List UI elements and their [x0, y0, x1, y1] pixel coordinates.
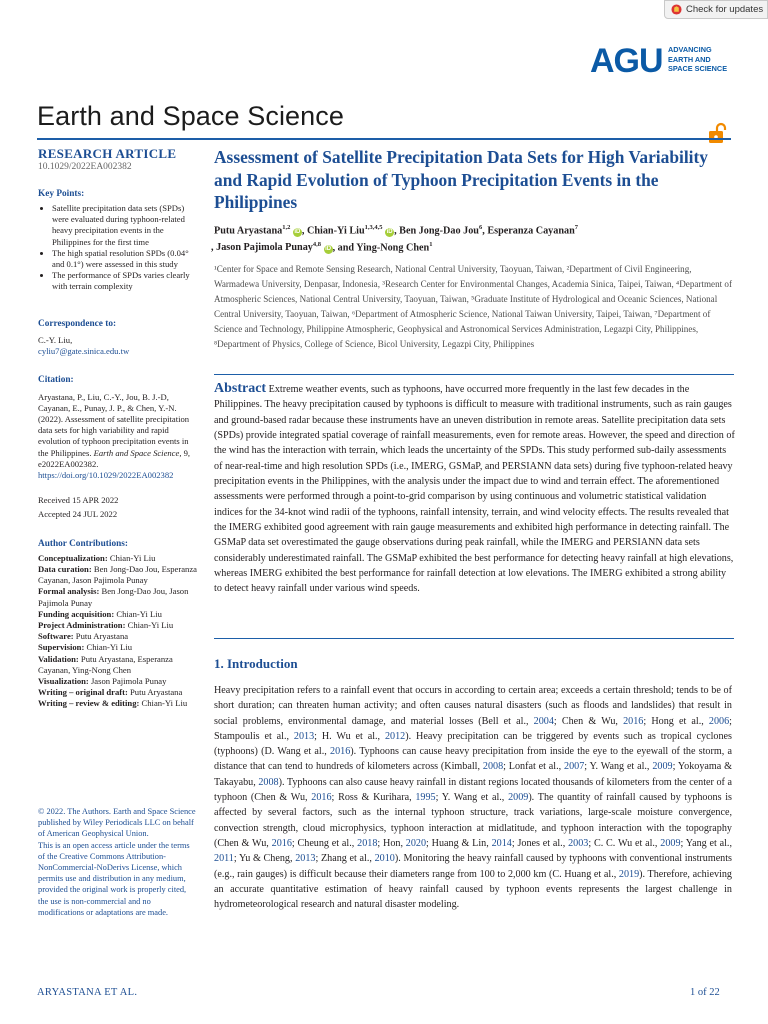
key-point: • The performance of SPDs varies clearly with terrain complexity — [52, 270, 198, 292]
footer-authors: ARYASTANA ET AL. — [37, 987, 138, 998]
paragraph-text: ). The quantity of rainfall caused by typhoons is affected by several factors, such as the internal typhoon structure, track variations, large-scale moisture convergence, convection strength, cloud microphysics, typhoon interaction at midlatitude, and typhoon interaction with the topography (Chen & Wu, — [214, 792, 732, 849]
abstract-text: Extreme weather events, such as typhoons, have occurred more frequently in the last few decades in the Philippines. The heavy precipitation caused by typhoons is difficult to measure with traditional instruments, such as rain gauges and ground-based radar because these instruments have an uneven distribution in remote areas. Satellite precipitation data sets (SPDs) provide integrated spatial coverage of rainfall measurements, even for remote areas. However, the speed and direction of the wind has the interaction with terrain, which leads the uncertainty of the SPDs. This study performed sub-daily assessments of near-real-time and high resolution SPDs (i.e., IMERG, GSMaP, and PERSIANN data sets) during five typhoon-related heavy precipitation events in the Philippines, with the analysis under the impact due to wind and terrain effect. The aforementioned assessments were performed through a point-to-grid comparison by using continuous and volumetric statistical validation indices for the 34-knot wind radii of the typhoons, rainfall intensity, terrain, and wind velocity effects. The results revealed that the IMERG exhibited good agreement with rain gauge measurements and exhibited high performance in detecting rainfall. The GSMaP data set overestimated the gauge observations during peak rainfall, while the IMERG and PERSIANN data sets considerably underestimated rainfall. The GSMaP exhibited the best performance for detecting heavy rainfall at high elevations, whereas IMERG exhibited the best performance for rainfall detection at low elevations. The IMERG exhibited a strong ability to detect heavy rainfall under various wind speeds. — [214, 384, 735, 595]
citation-year-link[interactable]: 2009 — [508, 792, 529, 804]
received-date: Received 15 APR 2022 — [38, 495, 119, 506]
key-point: • Satellite precipitation data sets (SPDs) were evaluated during typhoon-related heavy precipitation events in the Philippines for the first time — [52, 203, 198, 248]
correspondence-email[interactable]: cyliu7@gate.sinica.edu.tw — [38, 346, 130, 357]
citation-year-link[interactable]: 2016 — [330, 746, 351, 758]
abstract-top-rule — [214, 374, 734, 375]
orcid-icon[interactable]: iD — [325, 245, 332, 252]
accepted-date: Accepted 24 JUL 2022 — [38, 509, 118, 520]
doi[interactable]: 10.1029/2022EA002382 — [38, 162, 132, 173]
paragraph-text: ; Yu & Cheng, — [233, 853, 296, 865]
key-points-heading: Key Points: — [38, 188, 85, 199]
correspondence-heading: Correspondence to: — [38, 318, 117, 329]
citation-year-link[interactable]: 2006 — [708, 715, 730, 727]
paragraph-text: ). Typhoons can also cause heavy rainfall in distant regions located thousands of kilometers from the center of a typhoon (Chen & Wu, — [214, 776, 733, 804]
contribution-row: Project Administration: Chian-Yi Liu — [38, 620, 174, 631]
citation-text: Aryastana, P., Liu, C.-Y., Jou, B. J.-D, Cayanan, E., Punay, J. P., & Chen, Y.-N. (2022). Assessment of satellite precipitation data sets for high variability and rapid evolution of typhoon precipitation events in the Philippines. — [38, 391, 190, 458]
key-point: • The high spatial resolution SPDs (0.04° and 0.1°) were assessed in this study — [52, 248, 198, 270]
citation-year-link[interactable]: 2007 — [564, 761, 585, 773]
paragraph-text: ; Yokoyama & Takayabu, — [214, 761, 732, 788]
copyright-text: © 2022. The Authors. Earth and Space Science published by Wiley Periodicals LLC on behalf of American Geophysical Union. — [38, 807, 196, 839]
author-contributions — [38, 553, 198, 710]
paragraph-text: ; Hon, — [377, 837, 406, 849]
author-list: Putu Aryastana$^{1,2}$ iD , Chian-Yi Liu$^{1,3,4,5}$ iD , Ben Jong-Dao Jou$^6$, Esperanza Cayanan$^7$ , Jason Pajimola Punay$^{4,8}$ iD , and Ying-Nong Chen$^1$ — [211, 224, 579, 253]
citation-year-link[interactable]: 2012 — [384, 730, 406, 742]
article-title: Assessment of Satellite Precipitation Data Sets for High Variability and Rapid Evolution of Typhoon Precipitation Events in the Philippines — [214, 147, 708, 212]
paragraph-text: ). Typhoons can cause heavy precipitation from inside the eye to the eyewall of the storm, a distance that can tend to hundreds of kilometers across (Kimball, — [214, 746, 732, 773]
citation-year-link[interactable]: 2016 — [623, 715, 644, 727]
agu-logo — [590, 42, 740, 80]
paragraph-text: ). Heavy precipitation can be triggered by events such as tropical cyclones (typhoons) (D. Wang et al., — [214, 730, 732, 758]
journal-title: Earth and Space Science — [37, 101, 344, 131]
citation-year-link[interactable]: 2013 — [295, 853, 316, 865]
paragraph-text: Heavy precipitation refers to a rainfall event that occurs in according to certain area; exceeds a certain threshold; tends to be of short duration; can threaten human activity; and often causes natural disasters (such as floods and landslides) that result in social problems, environmental damage, and material losses (Bell et al., — [214, 685, 732, 727]
contribution-row: Visualization: Jason Pajimola Punay — [38, 676, 167, 687]
abstract — [214, 381, 736, 597]
paragraph-text: ). Therefore, achieving an accurate quantitative estimation of heavy rainfall caused by typhoon events represents the largest challenge in hydrometeorological research and natural disaster modeling. — [214, 868, 732, 911]
agu-tagline-3: SPACE SCIENCE — [668, 64, 728, 73]
citation-year-link[interactable]: 2016 — [271, 837, 292, 849]
contribution-row: Formal analysis: Ben Jong-Dao Jou, Jason Pajimola Punay — [38, 586, 189, 608]
citation-year-link[interactable]: 2016 — [311, 792, 332, 804]
contribution-row: Writing – review & editing: Chian-Yi Liu — [38, 698, 188, 709]
citation-year-link[interactable]: 2011 — [214, 853, 234, 865]
paragraph-text: ; Zhang et al., — [315, 853, 375, 865]
orcid-icon[interactable]: iD — [294, 229, 301, 236]
contribution-row: Supervision: Chian-Yi Liu — [38, 642, 133, 653]
left-sidebar — [38, 148, 198, 710]
contribution-row: Writing – original draft: Putu Aryastana — [38, 687, 183, 698]
contribution-row: Software: Putu Aryastana — [38, 631, 129, 642]
paragraph-text: ; C. C. Wu et al., — [588, 837, 661, 849]
check-for-updates-label: Check for updates — [686, 4, 764, 15]
page-number: 1 of 22 — [690, 987, 720, 998]
citation-volume: , 9, e2022EA002382. — [38, 447, 191, 469]
citation-year-link[interactable]: 2018 — [357, 837, 378, 849]
key-points-list — [38, 203, 198, 293]
copyright-block — [38, 806, 198, 918]
paragraph-text: ; Chen & Wu, — [553, 715, 624, 727]
citation-year-link[interactable]: 2013 — [293, 730, 315, 742]
citation-year-link[interactable]: 2003 — [568, 837, 589, 849]
citation-heading: Citation: — [38, 375, 74, 386]
citation-year-link[interactable]: 2009 — [652, 761, 673, 773]
author-contributions-heading: Author Contributions: — [38, 538, 128, 549]
paragraph-text: ; Y. Wang et al., — [584, 761, 653, 773]
agu-tagline — [668, 45, 727, 74]
correspondence-name: C.-Y. Liu, — [38, 334, 73, 345]
header-rule — [37, 138, 731, 140]
contribution-row: Conceptualization: Chian-Yi Liu — [38, 552, 156, 563]
citation-year-link[interactable]: 2020 — [405, 837, 427, 849]
introduction-paragraph — [214, 683, 732, 912]
citation-year-link[interactable]: 2010 — [374, 853, 395, 865]
abstract-heading: Abstract — [214, 381, 267, 396]
paragraph-text: ; H. Wu et al., — [314, 730, 385, 742]
citation-link[interactable]: https://doi.org/10.1029/2022EA002382 — [38, 469, 174, 480]
citation-year-link[interactable]: 2008 — [258, 776, 279, 788]
update-icon — [671, 4, 682, 15]
citation-year-link[interactable]: 2009 — [660, 837, 681, 849]
affiliations: ¹Center for Space and Remote Sensing Research, National Central University, Taoyuan, Taiwan, ²Department of Civil Engineering, Warmadewa University, Denpasar, Indonesia, ³Research Center for Environmental Changes, Academia Sinica, Taipei, Taiwan, ⁴Department of Atmospheric Sciences, National Central University, Taoyuan, Taiwan, ⁵Graduate Institute of Hydrological and Oceanic Sciences, National Central University, Taoyuan, Taiwan, ⁶Department of Atmospheric Science, National Taiwan University, Taipei, Taiwan, ⁷Department of Science and Technology, Philippine Atmospheric, Geophysical and Astronomical Services Administration, Legazpi City, Philippines, ⁸Department of Physics, College of Science, Bicol University, Legazpi City, Philippines — [214, 264, 732, 350]
paragraph-text: ; Y. Wang et al., — [435, 792, 509, 804]
license-text: This is an open access article under the terms of the Creative Commons Attribution-NonCommercial-NoDerivs License, which permits use and distribution in any medium, provided the original work is properly cited, the use is non-commercial and no modifications or adaptations are made. — [38, 840, 190, 917]
abstract-bottom-rule — [214, 638, 734, 639]
agu-tagline-2: EARTH AND — [668, 54, 711, 64]
paragraph-text: ; Lonfat et al., — [503, 761, 564, 773]
agu-tagline-1: ADVANCING — [668, 45, 712, 54]
agu-logo-letters: AGU — [590, 42, 663, 80]
paragraph-text: ; Hong et al., — [643, 715, 709, 727]
check-for-updates-badge[interactable] — [664, 0, 768, 19]
citation-block — [38, 392, 198, 482]
contribution-row: Validation: Putu Aryastana, Esperanza Cayanan, Ying-Nong Chen — [38, 653, 173, 675]
citation-year-link[interactable]: 2004 — [533, 715, 554, 727]
contribution-row: Funding acquisition: Chian-Yi Liu — [38, 608, 162, 619]
citation-year-link[interactable]: 1995 — [415, 792, 436, 804]
section-heading-introduction: 1. Introduction — [214, 656, 298, 671]
article-type: RESEARCH ARTICLE — [38, 146, 177, 161]
paragraph-text: ; Stampoulis et al., — [214, 715, 732, 742]
contribution-row: Data curation: Ben Jong-Dao Jou, Esperanza Cayanan, Jason Pajimola Punay — [38, 564, 197, 586]
orcid-icon[interactable]: iD — [386, 229, 393, 236]
paragraph-text: ; Yang et al., — [680, 837, 732, 849]
citation-journal: Earth and Space Science — [93, 447, 180, 458]
license-link[interactable]: Creative Commons Attribution-NonCommercial-NoDerivs — [38, 851, 166, 873]
citation-year-link[interactable]: 2019 — [618, 868, 640, 880]
citation-year-link[interactable]: 2014 — [491, 837, 512, 849]
paragraph-text: ; Jones et al., — [511, 837, 569, 849]
paragraph-text: ; Cheung et al., — [291, 837, 358, 849]
paragraph-text: ; Huang & Lin, — [426, 837, 492, 849]
paragraph-text: ; Ross & Kurihara, — [331, 792, 416, 804]
citation-year-link[interactable]: 2008 — [482, 761, 504, 773]
paragraph-text: ). Monitoring the heavy rainfall caused by typhoons with conventional instruments (e.g., rain gauges) is difficult because their diameters range from 100 to 2,000 km (C. Huang et al., — [214, 853, 732, 880]
